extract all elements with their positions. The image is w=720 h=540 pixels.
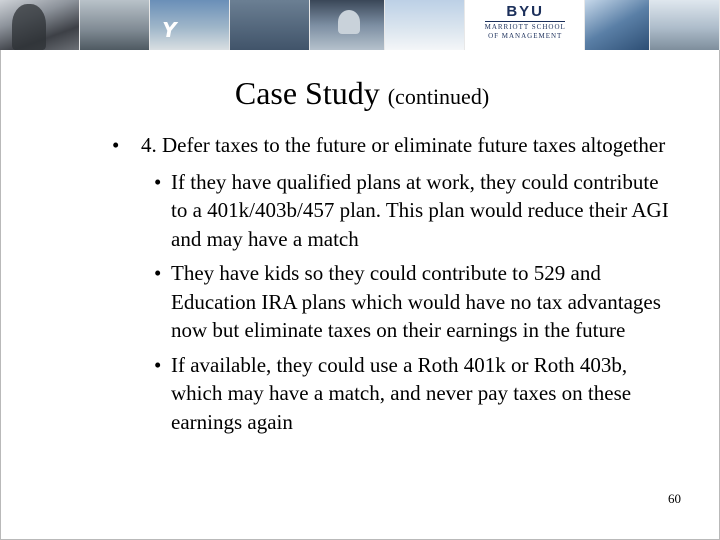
- title-text: Case Study: [234, 75, 380, 111]
- banner-photo-bell: [310, 0, 385, 50]
- banner-photo-tower: [585, 0, 650, 50]
- bullet-dot: •: [154, 352, 162, 377]
- sub-bullet: [112, 168, 672, 254]
- logo-school-name: MARRIOTT SCHOOL: [484, 23, 566, 31]
- banner-photo-campus: [230, 0, 310, 50]
- bullet-dot: •: [154, 261, 162, 285]
- slide-body: [112, 131, 672, 436]
- byu-marriott-logo: [465, 0, 585, 50]
- bullet-dot: •: [154, 169, 162, 194]
- banner-photo-building: [80, 0, 150, 50]
- y-mountain-logo: Y: [162, 18, 177, 42]
- banner-photo-sky: [385, 0, 465, 50]
- banner-photo-mountain: [150, 0, 230, 50]
- sub-bullet-text: If available, they could use a Roth 401k or Roth 403b, which may have a match, and never pay taxes on these earnings again: [171, 352, 632, 434]
- logo-rule: [485, 21, 565, 22]
- sub-bullet-text: If they have qualified plans at work, they could contribute to a 401k/403b/457 plan. This plan would reduce their AGI and may have a match: [171, 169, 669, 251]
- logo-school-subtitle: OF MANAGEMENT: [488, 32, 563, 40]
- main-bullet-text: 4. Defer taxes to the future or eliminate future taxes altogether: [141, 133, 666, 157]
- page-number: 60: [668, 491, 681, 506]
- bullet-dot: •: [112, 133, 120, 157]
- slide-title: [0, 74, 720, 116]
- main-bullet: [112, 131, 672, 160]
- banner-photo-hall: [650, 0, 720, 50]
- sub-bullet: [112, 351, 672, 437]
- header-banner: [0, 0, 720, 50]
- byu-wordmark: BYU: [506, 3, 545, 20]
- bell-image: [338, 10, 360, 34]
- statue-image: [12, 4, 46, 50]
- banner-photo-statue: [0, 0, 80, 50]
- sub-bullet: [112, 259, 672, 345]
- title-suffix: (continued): [387, 84, 490, 109]
- sub-bullet-text: They have kids so they could contribute to 529 and Education IRA plans which would have no tax advantages now but eliminate taxes on their earnings in the future: [171, 261, 661, 342]
